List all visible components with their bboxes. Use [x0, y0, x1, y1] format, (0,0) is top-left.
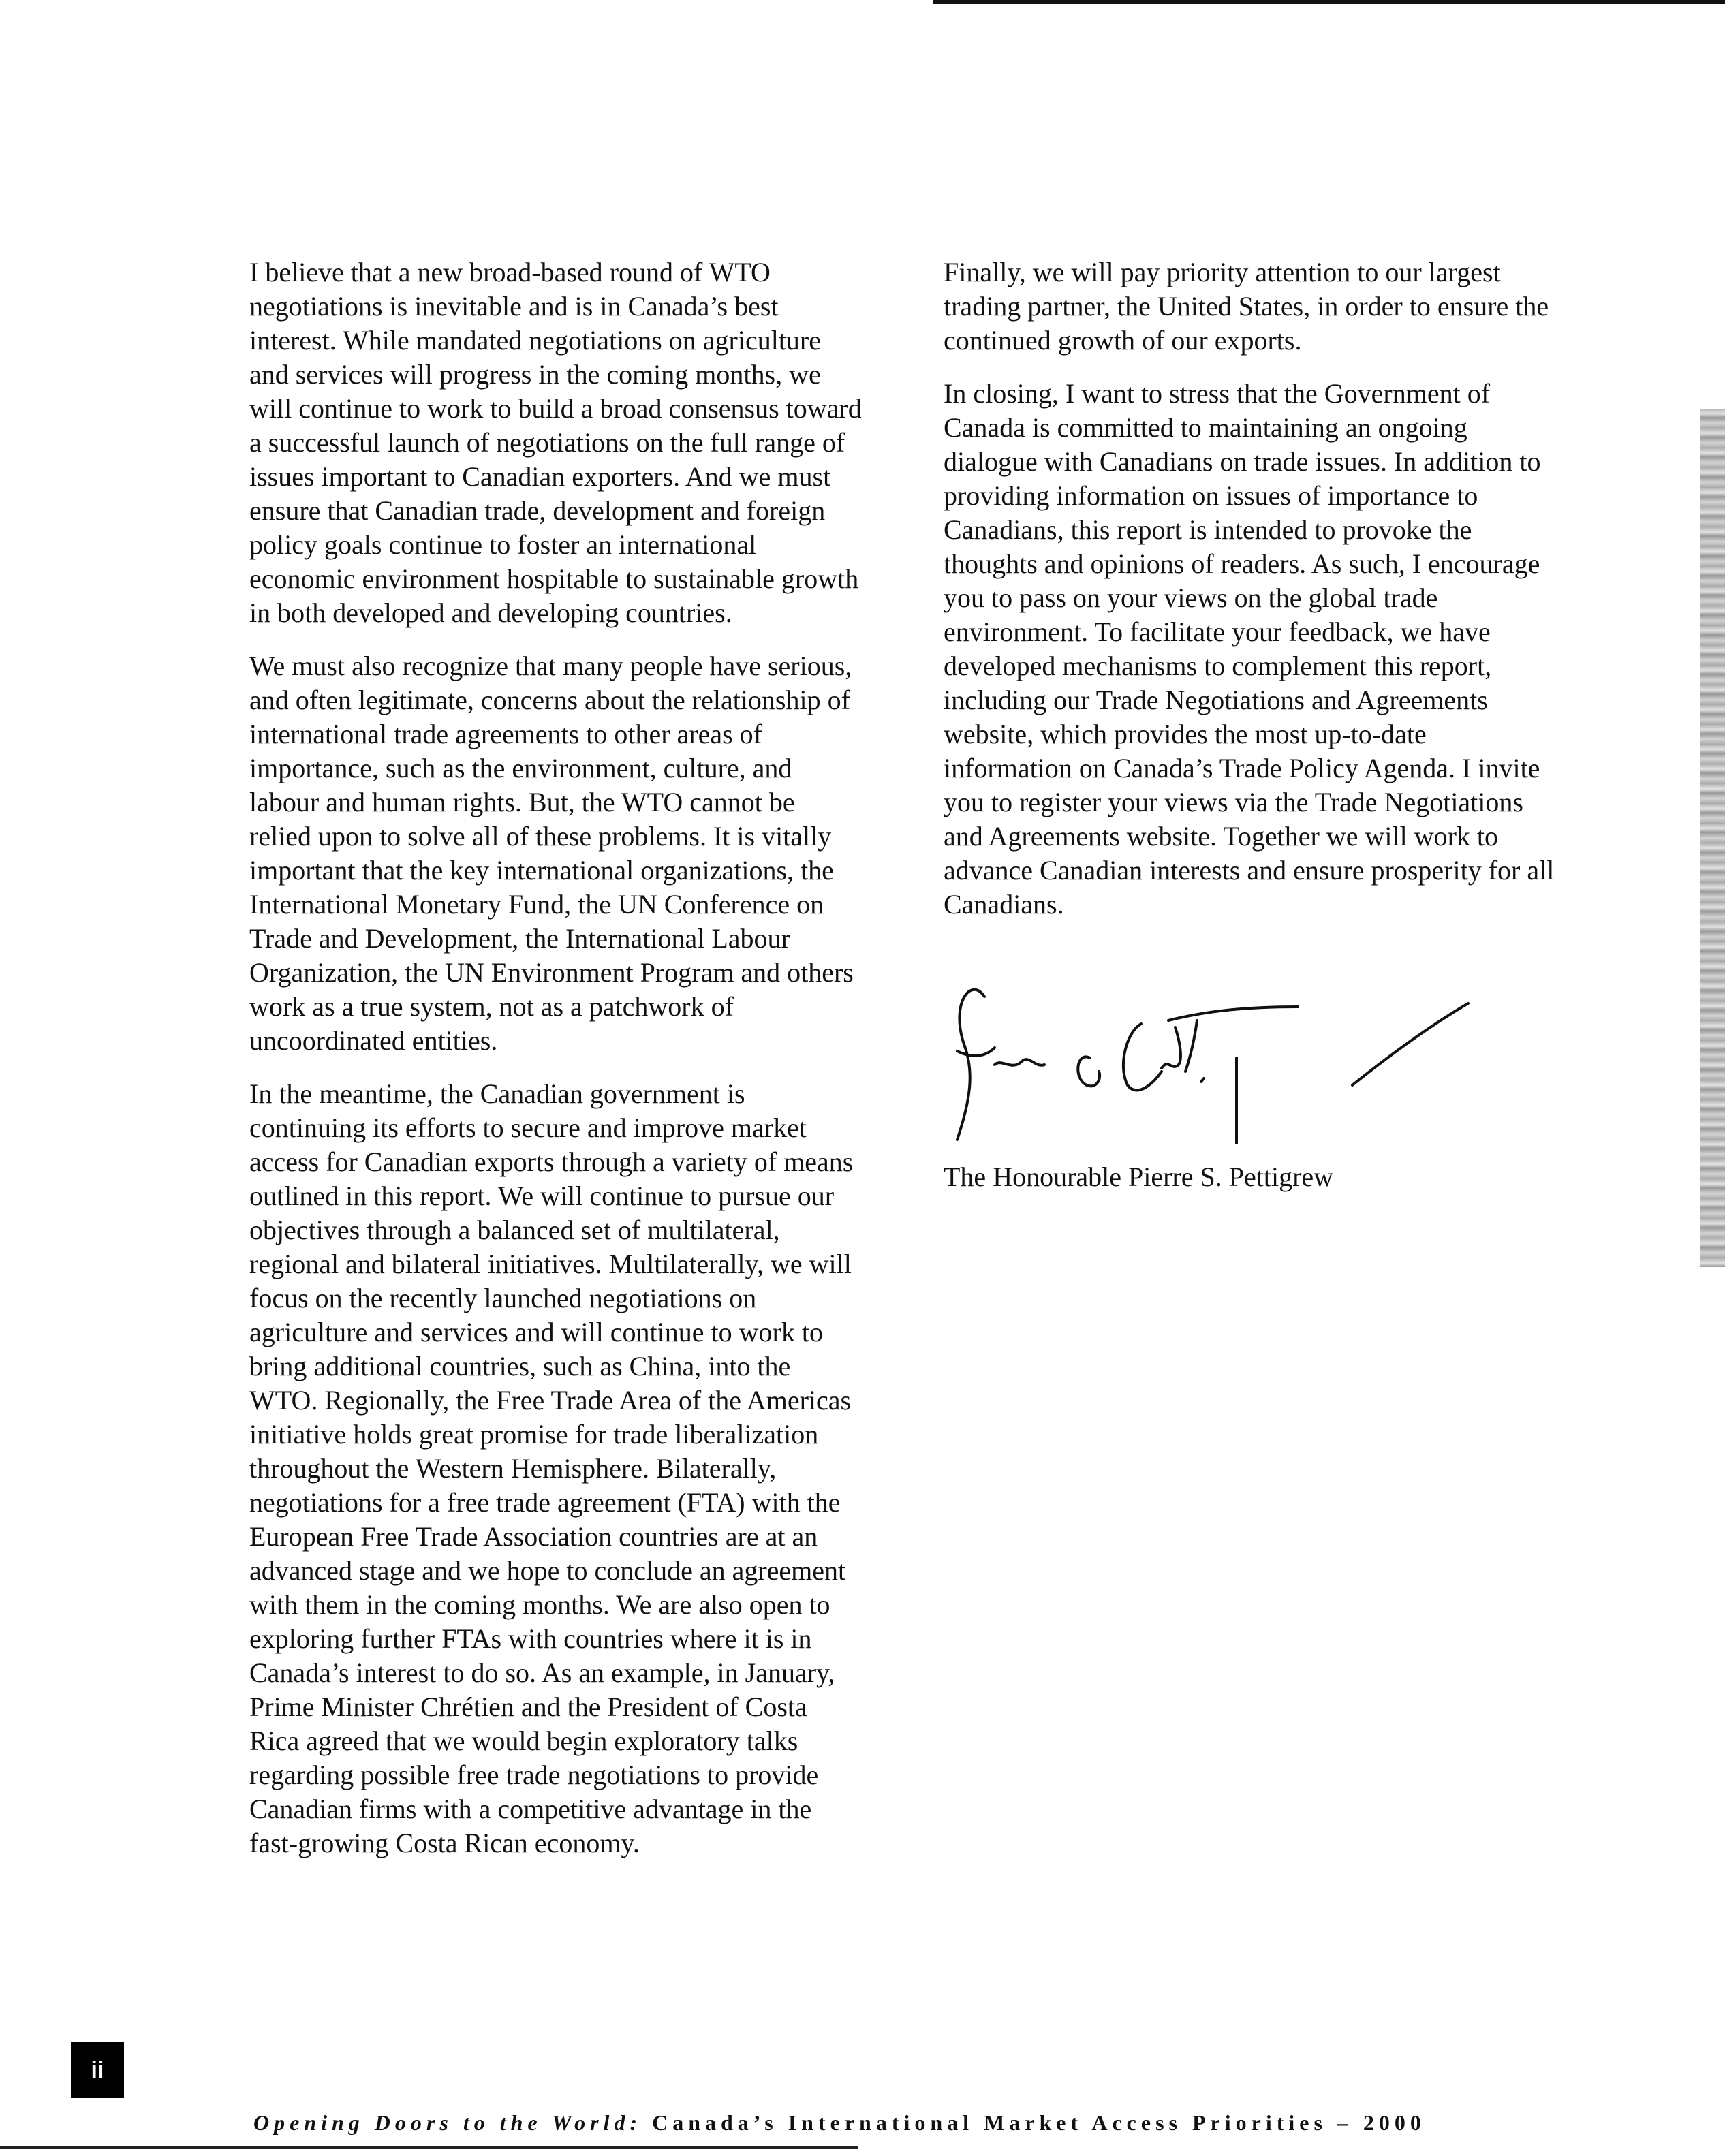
scan-edge-artifact — [1700, 409, 1725, 1267]
footer-title-rest: Canada’s International Market Access Priorities – 2000 — [642, 2110, 1426, 2135]
paragraph-concerns: We must also recognize that many people have serious, and often legitimate, concerns about the relationship of international trade agreements to other areas of importance, such as the environment, culture, and labour and human rights. But, the WTO cannot be relied upon to solve all of these problems. It is vitally important that the key international organizations, the International Monetary Fund, the UN Conference on Trade and Development, the International Labour Organization, the UN Environment Program and others work as a true system, not as a patchwork of uncoordinated entities. — [249, 651, 854, 1056]
handwritten-signature-icon — [944, 956, 1502, 1160]
page-number-badge: ii — [71, 2042, 124, 2098]
left-column — [249, 255, 862, 1879]
footer-title-italic: Opening Doors to the World: — [253, 2110, 642, 2135]
paragraph-market-access: In the meantime, the Canadian government is continuing its efforts to secure and improve market access for Canadian exports through a variety of means outlined in this report. We will continue to pursue our objectives through a balanced set of multilateral, regional and bilateral initiatives. Multilaterally, we will focus on the recently launched negotiations on agriculture and services and will continue to work to bring additional countries, such as China, into the WTO. Regionally, the Free Trade Area of the Americas initiative holds great promise for trade liberalization throughout the Western Hemisphere. Bilaterally, negotiations for a free trade agreement (FTA) with the European Free Trade Association countries are at an advanced stage and we hope to conclude an agreement with them in the coming months. We are also open to exploring further FTAs with countries where it is in Canada’s interest to do so. As an example, in January, Prime Minister Chrétien and the President of Costa Rica agreed that we would begin exploratory talks regarding possible free trade negotiations to provide Canadian firms with a competitive advantage in the fast-growing Costa Rican economy. — [249, 1078, 854, 1858]
signature-image — [944, 956, 1502, 1160]
top-border-line — [933, 0, 1725, 4]
paragraph-wto-round: I believe that a new broad-based round of WTO negotiations is inevitable and is in Canada’s best interest. While mandated negotiations on agriculture and services will progress in the coming months, we will continue to work to build a broad consensus toward a successful launch of negotiations on the full range of issues important to Canadian exporters. And we must ensure that Canadian trade, development and foreign policy goals continue to foster an international economic environment hospitable to sustainable growth in both developed and developing countries. — [249, 257, 862, 628]
paragraph-closing: In closing, I want to stress that the Government of Canada is committed to maintaining an ongoing dialogue with Canadians on trade issues. In addition to providing information on issues of importance to Canadians, this report is intended to provoke the thoughts and opinions of readers. As such, I encourage you to pass on your views on the global trade environment. To facilitate your feedback, we have developed mechanisms to complement this report, including our Trade Negotiations and Agreements website, which provides the most up-to-date information on Canada’s Trade Policy Agenda. I invite you to register your views via the Trade Negotiations and Agreements website. Together we will work to advance Canadian interests and ensure prosperity for all Canadians. — [944, 378, 1555, 920]
right-column — [944, 255, 1557, 1213]
signatory-name: The Honourable Pierre S. Pettigrew — [944, 1161, 1334, 1192]
bottom-border-line — [0, 2146, 858, 2149]
paragraph-united-states: Finally, we will pay priority attention to our largest trading partner, the United States, in order to ensure the continued growth of our exports. — [944, 257, 1549, 356]
footer-running-title — [253, 2110, 1616, 2136]
